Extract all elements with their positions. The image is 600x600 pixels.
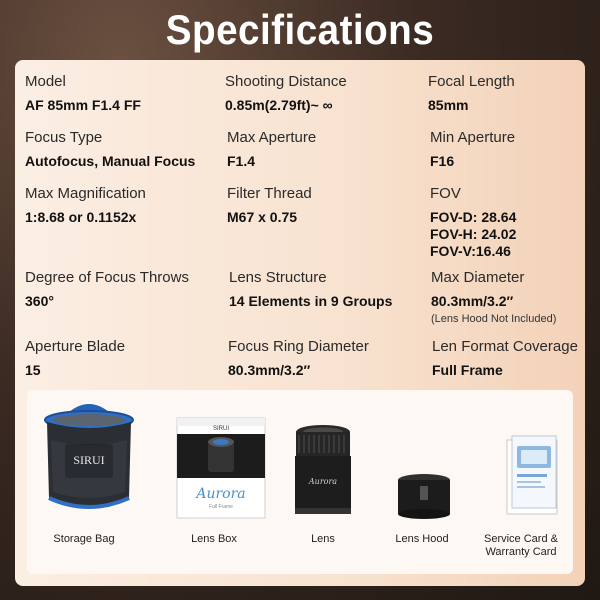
spec-lens-structure — [229, 269, 392, 310]
spec-min-aperture — [430, 129, 515, 170]
spec-focus-ring-diameter — [228, 338, 369, 379]
spec-shooting-distance — [225, 73, 347, 114]
spec-value: 85mm — [428, 97, 469, 113]
box-sub-text: Full Frame — [209, 504, 233, 510]
spec-label: Degree of Focus Throws — [25, 269, 189, 286]
storage-bag-image — [39, 400, 139, 520]
spec-value: Full Frame — [432, 362, 503, 378]
spec-value — [430, 209, 516, 260]
spec-value: 15 — [25, 362, 41, 378]
service-card-line1: Service Card & — [484, 533, 558, 545]
spec-value: 80.3mm/3.2′′ — [228, 362, 311, 378]
spec-model — [25, 73, 141, 114]
spec-max-magnification — [25, 185, 146, 226]
fov-d-value: FOV-D: 28.64 — [430, 209, 517, 225]
spec-value: M67 x 0.75 — [227, 209, 298, 225]
spec-format-coverage — [432, 338, 578, 379]
service-card-image — [505, 434, 561, 518]
spec-value: F1.4 — [227, 153, 256, 169]
spec-fov — [430, 185, 516, 260]
spec-note: (Lens Hood Not Included) — [431, 313, 557, 325]
spec-label: Focal Length — [428, 73, 515, 90]
spec-filter-thread — [227, 185, 312, 226]
spec-focal-length — [428, 73, 515, 114]
spec-label: Min Aperture — [430, 129, 516, 146]
spec-value: Autofocus, Manual Focus — [25, 153, 196, 169]
spec-label: Lens Structure — [229, 269, 327, 286]
spec-aperture-blade — [25, 338, 125, 379]
spec-label: Shooting Distance — [225, 73, 347, 90]
box-script-text: Aurora — [196, 486, 246, 502]
spec-label: Model — [25, 73, 66, 90]
spec-max-diameter — [431, 269, 556, 325]
fov-h-value: FOV-H: 24.02 — [430, 226, 517, 242]
box-brand-text: SIRUI — [212, 426, 230, 432]
spec-label: Filter Thread — [227, 185, 312, 202]
accessory-label-lens-box: Lens Box — [191, 533, 237, 545]
spec-focus-type — [25, 129, 195, 170]
spec-label: Max Diameter — [431, 269, 525, 286]
spec-value: 80.3mm/3.2′′ — [431, 293, 514, 309]
accessory-label-storage-bag: Storage Bag — [53, 533, 115, 545]
spec-value: F16 — [430, 153, 455, 169]
accessory-label-service-card — [479, 533, 563, 559]
lens-image — [292, 424, 354, 518]
accessory-label-lens-hood: Lens Hood — [395, 533, 449, 545]
fov-v-value: FOV-V:16.46 — [430, 243, 511, 259]
lens-script-text: Aurora — [308, 477, 338, 486]
spec-max-aperture — [227, 129, 316, 170]
spec-label: Max Aperture — [227, 129, 317, 146]
spec-label: Focus Type — [25, 129, 103, 146]
spec-label: Aperture Blade — [25, 338, 126, 355]
spec-focus-throws — [25, 269, 189, 310]
spec-value: 360° — [25, 293, 54, 309]
spec-label: Len Format Coverage — [432, 338, 578, 355]
spec-value: 1:8.68 or 0.1152x — [25, 209, 137, 225]
accessory-label-lens: Lens — [311, 533, 335, 545]
page-title: Specifications — [165, 6, 435, 53]
lens-hood-image — [394, 472, 454, 520]
bag-brand-text: SIRUI — [73, 453, 105, 467]
spec-label: Max Magnification — [25, 185, 146, 202]
spec-label: FOV — [430, 185, 461, 202]
spec-label: Focus Ring Diameter — [228, 338, 369, 355]
spec-value: AF 85mm F1.4 FF — [25, 97, 141, 113]
service-card-line2: Warranty Card — [485, 546, 557, 558]
lens-box-image — [175, 416, 267, 520]
accessories-box — [27, 390, 573, 574]
spec-value: 0.85m(2.79ft)~ ∞ — [225, 97, 333, 113]
spec-value: 14 Elements in 9 Groups — [229, 293, 393, 309]
